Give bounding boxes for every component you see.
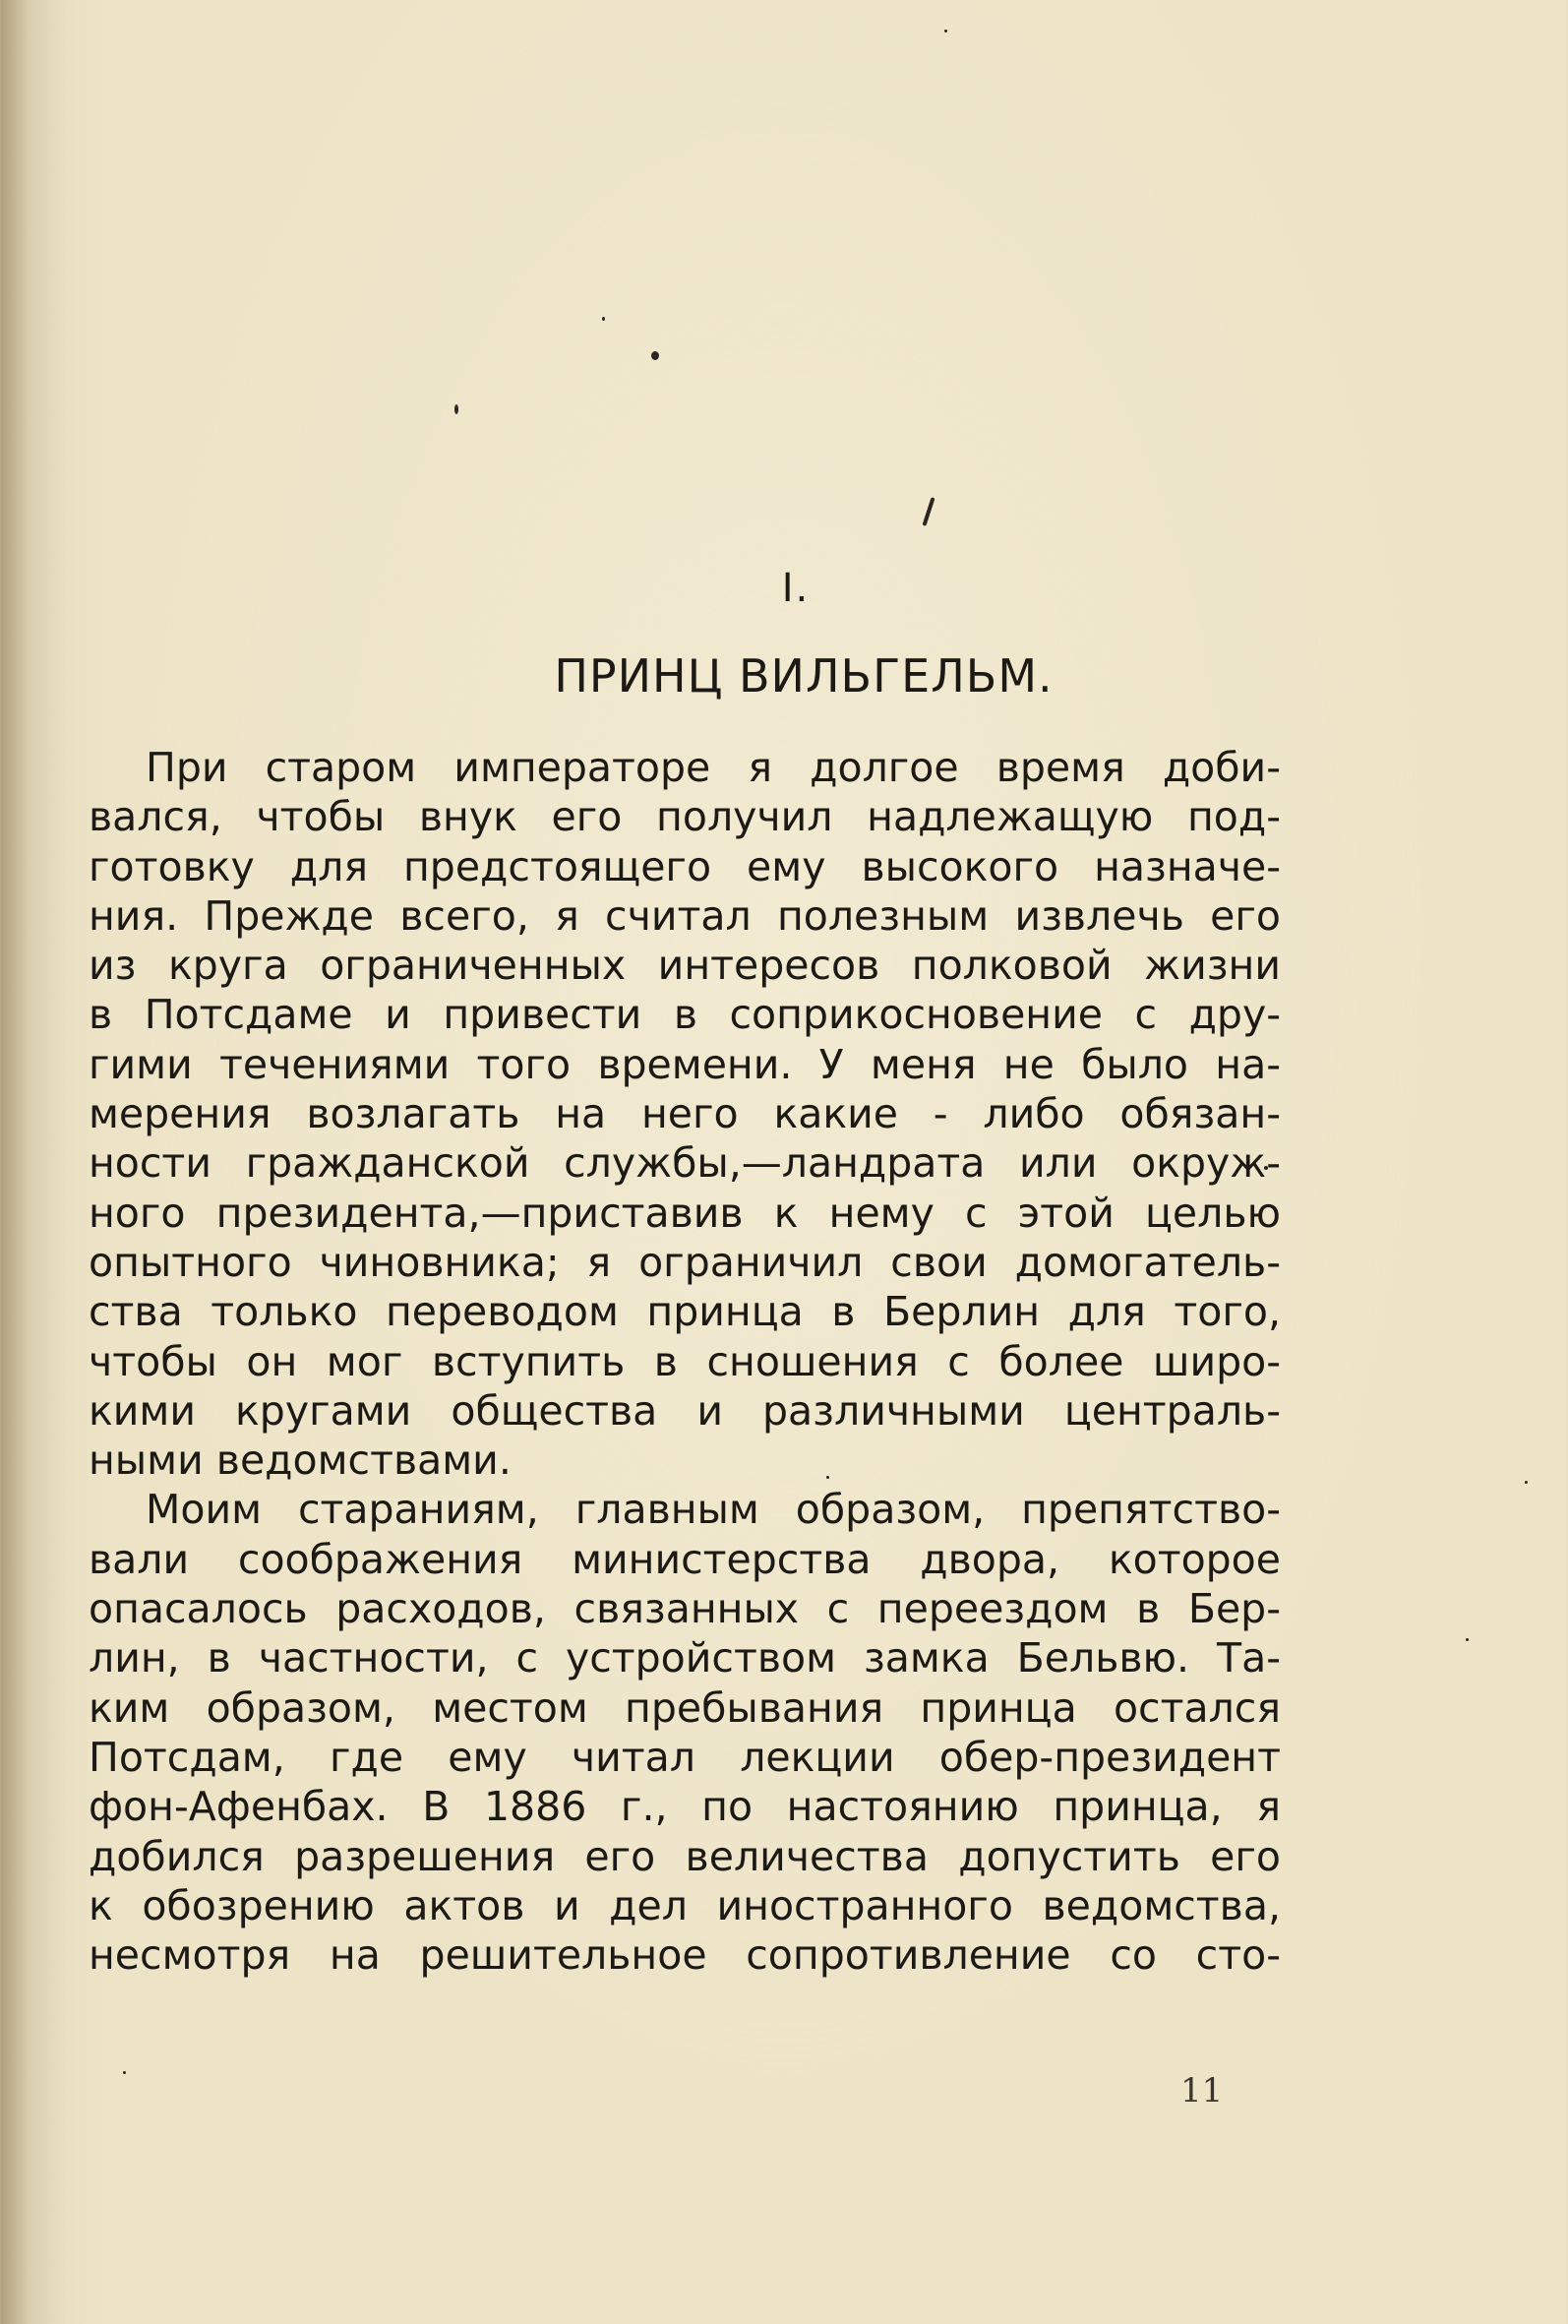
text-line: кими кругами общества и различными централь- [89, 1386, 1281, 1435]
text-line: При старом императоре я долгое время доби- [146, 744, 1281, 791]
body-text [89, 743, 1281, 1980]
text-line: ства только переводом принца в Берлин для того, [89, 1288, 1281, 1336]
page-number: 11 [1180, 2071, 1224, 2110]
text-line: вали соображения министерства двора, которое [89, 1535, 1281, 1583]
text-line: чтобы он мог вступить в сношения с более широ- [89, 1337, 1281, 1385]
text-line: Потсдам, где ему читал лекции обер-президент [89, 1733, 1281, 1781]
ink-speck [602, 317, 605, 321]
ink-speck [123, 2071, 126, 2074]
ink-speck [1466, 1638, 1469, 1641]
text-line: готовку для предстоящего ему высокого назначе- [89, 842, 1281, 890]
text-line: к обозрению актов и дел иностранного ведомства, [89, 1881, 1281, 1929]
text-line: ния. Прежде всего, я считал полезным извлечь его [89, 891, 1281, 940]
text-line: ными ведомствами. [89, 1437, 512, 1485]
ink-speck [922, 497, 935, 526]
text-line: несмотря на решительное сопротивление со сто- [89, 1931, 1281, 1980]
text-line: ности гражданской службы,—ландрата или окруж- [89, 1139, 1281, 1188]
text-line: лин, в частности, с устройством замка Бельвю. Та- [89, 1634, 1281, 1682]
text-line: опасалось расходов, связанных с переездом в Бер- [89, 1585, 1281, 1633]
paragraph [89, 1485, 1281, 1980]
ink-speck [1525, 1481, 1528, 1484]
text-line: фон-Афенбах. В 1886 г., по настоянию принца, я [89, 1783, 1281, 1831]
ink-speck [651, 351, 659, 360]
text-line: гими течениями того времени. У меня не было на- [89, 1040, 1281, 1088]
chapter-title: ПРИНЦ ВИЛЬГЕЛЬМ. [554, 649, 1054, 703]
ink-speck [944, 30, 947, 32]
text-line: добился разрешения его величества допустить его [89, 1832, 1281, 1880]
paragraph [89, 743, 1281, 1485]
text-line: ного президента,—приставив к нему с этой целью [89, 1189, 1281, 1237]
text-line: вался, чтобы внук его получил надлежащую под- [89, 793, 1281, 841]
ink-speck [454, 404, 458, 414]
text-line: Моим стараниям, главным образом, препятство- [146, 1486, 1281, 1534]
text-line: из круга ограниченных интересов полковой жизни [89, 942, 1281, 990]
text-line: в Потсдаме и привести в соприкосновение с дру- [89, 991, 1281, 1039]
text-line: мерения возлагать на него какие - либо обязан- [89, 1090, 1281, 1138]
chapter-number: I. [781, 566, 811, 611]
text-line: опытного чиновника; я ограничил свои домогатель- [89, 1238, 1281, 1286]
text-line: ким образом, местом пребывания принца остался [89, 1683, 1281, 1732]
